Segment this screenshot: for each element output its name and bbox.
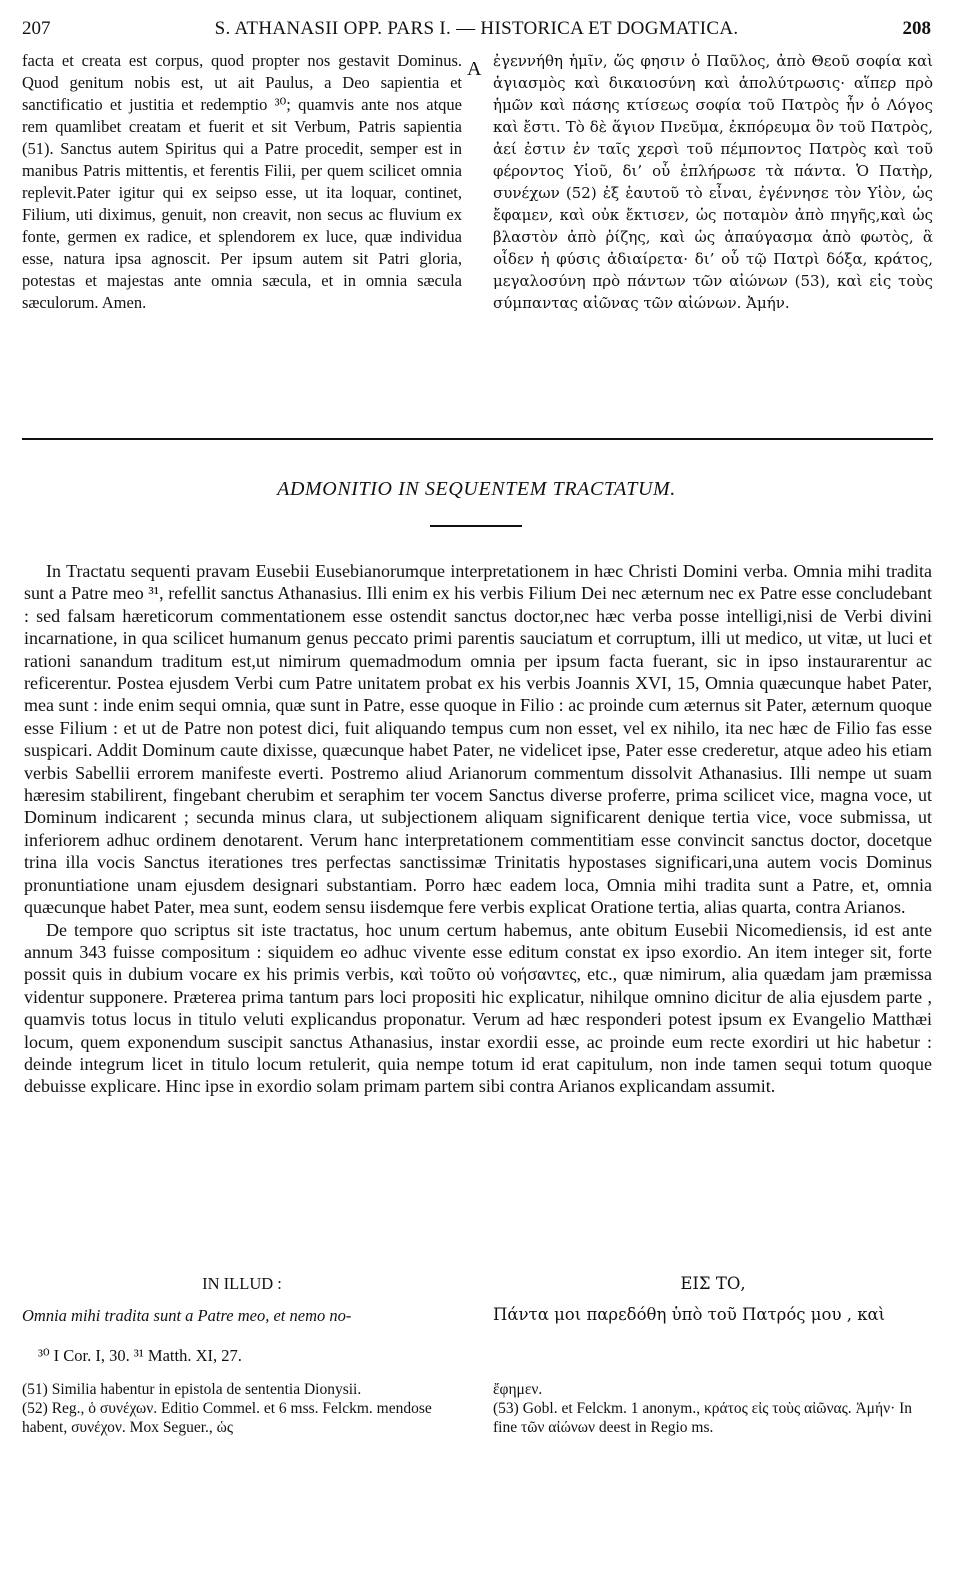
greek-column-top [493,50,933,314]
greek-treatise-heading: ΕΙΣ ΤΟ, [680,1274,746,1293]
heading-rule [430,525,522,527]
admonitio-heading: ADMONITIO IN SEQUENTEM TRACTATUM. [277,478,676,500]
latin-column-top [22,50,462,314]
page-number-left: 207 [22,18,51,39]
latin-treatise-incipit: Omnia mihi tradita sunt a Patre meo, et nemo no- [22,1306,352,1325]
greek-treatise-incipit: Πάντα μοι παρεδόθη ὑπὸ τοῦ Πατρός μου , καὶ [493,1305,886,1324]
latin-text-top: facta et creata est corpus, quod propter nos gestavit Dominus. Quod genitum nobis est, ut ait Paulus, a Deo sapientia et sanctificatio et justitia et redemptio ³⁰; quamvis ante nos atque rem quamlibet creatam et fuerit et sit Verbum, Patris sapientia (51). Sanctus autem Spiritus qui a Patre procedit, semper est in manibus Patris mittentis, et ferentis Filii, per quem scilicet omnia replevit.Pater igitur qui ex seipso esse, ut ita loquar, continet, Filium, uti diximus, genuit, non creavit, non secus ac fluvium ex fonte, germen ex radice, et splendorem ex luce, quæ individua esse, natura ipsa agnoscit. Per ipsum autem sit Patri gloria, potestas et majestas ante omnia sæcula, et in omnia sæcula sæculorum. Amen. [22,51,462,312]
running-head [22,18,931,44]
admonitio-paragraph-2: De tempore quo scriptus sit iste tractatus, hoc unum certum habemus, ante obitum Eusebii Nicomediensis, id est ante annum 343 fuisse compositum : siquidem eo adhuc vivente esse editum constat ex ipso exordio. An item integer sit, forte possit quis in dubium vocare ex his primis verbis, καὶ τοῦτο οὐ νοήσαντες, etc., quæ nimirum, alia quædam jam præmissa videntur supponere. Præterea prima tantum pars loci propositi hic explicatur, nihilque omnino dicitur de alia ejusdem parte , quamvis totus locus in titulo veluti explicandus proponatur. Verum ad hæc responderi potest ipsum ex Evangelio Matthæi locum, quem exponendum suscipit sanctus Athanasius, instar exordii esse, ac proinde eum recte exordiri ut hic habetur : deinde integrum licet in titulo locum retulerit, quia nempe totum id erat capitulum, non inde tamen sequi totum quoque debuisse explicare. Hinc ipse in exordio solam primam partem sibi contra Arianos explicandam assumit. [24,919,932,1097]
running-title: S. ATHANASII OPP. PARS I. — HISTORICA ET DOGMATICA. [214,18,739,39]
latin-treatise-heading: IN ILLUD : [202,1274,282,1293]
greek-treatise-title [493,1274,933,1324]
footnote-52: (52) Reg., ὁ συνέχων. Editio Commel. et 6 mss. Felckm. mendose habent, συνέχον. Mox Seguer., ὡς [22,1400,432,1436]
footnote-references: ³⁰ I Cor. I, 30. ³¹ Matth. XI, 27. [38,1346,242,1365]
section-rule [22,438,933,440]
footnote-51: (51) Similia habentur in epistola de sententia Dionysii. [22,1381,362,1398]
latin-treatise-title [22,1274,462,1326]
page-number-right: 208 [902,18,931,39]
footnote-52-continued: ἔφημεν. [493,1381,543,1398]
greek-text-top: ἐγεννήθη ἡμῖν, ὥς φησιν ὁ Παῦλος, ἀπὸ Θεοῦ σοφία καὶ ἁγιασμὸς καὶ δικαιοσύνη καὶ ἀπολύτρωσις· αἵπερ πρὸ ἡμῶν καὶ πάσης κτίσεως σοφία τοῦ Πατρὸς ἦν ὁ Λόγος καὶ ἔστι. Τὸ δὲ ἅγιον Πνεῦμα, ἐκπόρευμα ὂν τοῦ Πατρὸς, ἀεί ἐστιν ἐν ταῖς χερσὶ τοῦ πέμποντος Πατρὸς καὶ τοῦ φέροντος Υἱοῦ, δι’ οὗ ἐπλήρωσε τὰ πάντα. Ὁ Πατὴρ, συνέχων (52) ἐξ ἑαυτοῦ τὸ εἶναι, ἐγέννησε τὸν Υἱὸν, ὡς ἔφαμεν, καὶ οὐκ ἔκτισεν, ὡς ποταμὸν ἀπὸ πηγῆς,καὶ ὡς βλαστὸν ἀπὸ ῥίζης, καὶ ὡς ἀπαύγασμα ἀπὸ φωτὸς, ἃ οἶδεν ἡ φύσις ἀδιαίρετα· δι’ οὗ τῷ Πατρὶ δόξα, κράτος, μεγαλοσύνη πρὸ πάντων τῶν αἰώνων (53), καὶ εἰς τοὺς σύμπαντας αἰῶνας τῶν αἰώνων. Ἀμήν. [493,52,933,312]
footnotes-right [493,1380,933,1437]
admonitio-paragraph-1: In Tractatu sequenti pravam Eusebii Eusebianorumque interpretationem in hæc Christi Domini verba. Omnia mihi tradita sunt a Patre meo ³¹, refellit sanctus Athanasius. Illi enim ex his verbis Filium Dei nec æternum nec ex Patre esse concludebant : sed falsam hæreticorum commentationem esse ostendit sanctus doctor,nec hæc verba posse intelligi,nisi de Verbi divini incarnatione, in qua scilicet humanum genus peccato primi parentis sauciatum et corruptum, illi ut medico, ut vitæ, ut luci et rationi sanandum traditum est,ut nimirum quemadmodum omnia per ipsum facta fuerant, sic in ipso instaurarentur ac reficerentur. Postea ejusdem Verbi cum Patre unitatem probat ex his verbis Joannis XVI, 15, Omnia quæcunque habet Pater, mea sunt : inde enim sequi omnia, quæ sunt in Patre, esse quoque in Filio : ac proinde cum æternus sit Pater, æternum quoque esse Filium : et ut de Patre non potest dici, fuit aliquando tempus cum non esset, vel ex nihilo, ita nec hæc de Filio fas esse suspicari. Addit Dominum caute dixisse, quæcunque habet Pater, ne videlicet ipse, Pater esse crederetur, atque adeo his etiam verbis Sabellii errorem manifeste everti. Postremo aliud Arianorum commentum dissolvit Athanasius. Illi nempe ut suam hæresim stabilirent, fingebant cherubim et seraphim ter vocem Sanctus diverse proferre, prima scilicet vice, magna voce, ut Dominum indicarent ; secunda minus clara, ut subjectionem aliquam significarent denique tertia vice, voce submissa, ut inferiorem adhuc ordinem denotarent. Verum hanc interpretationem commentitiam esse convincit sanctus doctor, docetque trina illa vocis Sanctus iterationes tres perfectas sanctissimæ Trinitatis hypostases significari,una autem vocis Dominus pronuntiatione unam ejusdem designari substantiam. Porro hæc eadem loca, Omnia mihi tradita sunt a Patre, et, omnia quæcunque habet Pater, mea sunt, eodem sensu iisdemque fere verbis explicat Oratione tertia, alias quarta, contra Arianos. [24,561,932,918]
admonitio-body [24,560,932,1098]
footnote-53: (53) Gobl. et Felckm. 1 anonym., κράτος εἰς τοὺς αἰῶνας. Ἀμήν· In fine τῶν αἰώνων deest in Regio ms. [493,1400,913,1436]
column-marker-a: A [467,58,482,80]
footnotes-left [22,1380,462,1437]
